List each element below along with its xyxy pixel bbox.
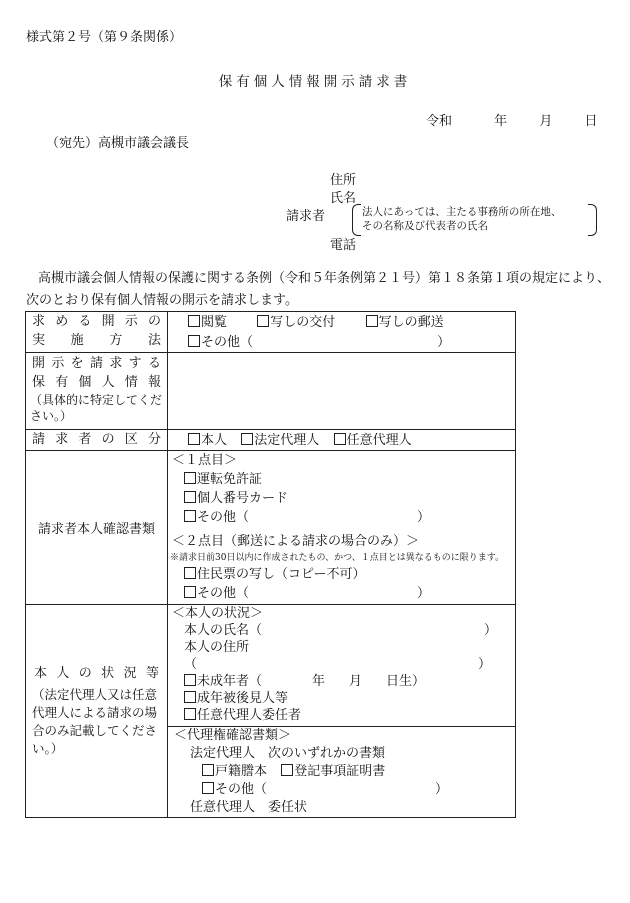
intro-text: 高槻市議会個人情報の保護に関する条例（令和５年条例第２１号）第１８条第１項の規定により、次のとおり保有個人情報の開示を請求します。 — [26, 271, 611, 308]
requester-label: 請求者 — [286, 209, 326, 224]
bracket-left — [352, 204, 361, 236]
method-other-close: ） — [437, 335, 451, 350]
label-status-line: 本 人 の 状 況 等 — [34, 666, 159, 681]
proxy-option-other[interactable]: その他（ ） — [168, 781, 515, 799]
label-info-line2: 保 有 個 人 情 報 — [32, 375, 161, 390]
row-identity-documents — [26, 451, 516, 605]
document-title: 保有個人情報開示請求書 — [218, 74, 412, 90]
identity-option-other2[interactable]: その他（ ） — [168, 584, 515, 603]
category-option-voluntary-proxy[interactable]: 任意代理人 — [334, 433, 412, 448]
identity-group2-note: ※請求日前30日以内に作成されたもの、かつ、１点目とは異なるものに限ります。 — [170, 553, 505, 563]
principal-address-line[interactable]: （ ） — [184, 657, 492, 672]
label-principal-status — [26, 605, 168, 818]
date-month: 月 — [539, 114, 553, 129]
identity-option-mynumber[interactable]: 個人番号カード — [168, 489, 515, 508]
proxy-section-title: ＜代理権確認書類＞ — [174, 728, 292, 743]
checkbox-icon[interactable] — [184, 691, 196, 703]
status-section-title: ＜本人の状況＞ — [172, 606, 264, 621]
checkbox-icon[interactable] — [366, 315, 378, 327]
checkbox-icon[interactable] — [202, 782, 214, 794]
label-identity-documents: 請求者本人確認書類 — [26, 451, 168, 605]
value-identity-documents — [168, 451, 516, 605]
method-option-view[interactable]: 閲覧 — [188, 315, 227, 330]
label-category-line: 請 求 者 の 区 分 — [32, 432, 161, 447]
checkbox-icon[interactable] — [281, 764, 293, 776]
method-option-copy[interactable]: 写しの交付 — [257, 315, 335, 330]
corporation-note-line1: 法人にあっては、主たる事務所の所在地、 — [362, 206, 562, 218]
category-option-self[interactable]: 本人 — [188, 433, 227, 448]
phone-label: 電話 — [330, 238, 357, 253]
checkbox-icon[interactable] — [334, 433, 346, 445]
checkbox-icon[interactable] — [257, 315, 269, 327]
value-personal-info[interactable] — [168, 353, 516, 430]
name-label: 氏名 — [330, 191, 357, 206]
row-principal-status — [26, 605, 516, 818]
identity-option-other1[interactable]: その他（ ） — [168, 508, 515, 527]
status-option-guardian[interactable]: 成年被後見人等 — [168, 690, 515, 707]
label-personal-info — [26, 353, 168, 430]
checkbox-icon[interactable] — [188, 433, 200, 445]
form-number: 様式第２号（第９条関係） — [26, 30, 183, 45]
label-method-line2: 実 施 方 法 — [32, 333, 161, 348]
label-method-line1: 求 め る 開 示 の — [32, 314, 161, 329]
label-status-note: （法定代理人又は任意代理人による請求の場合のみ記載してください。） — [32, 687, 158, 756]
identity-group1-title: ＜１点目＞ — [172, 453, 238, 468]
label-disclosure-method — [26, 312, 168, 353]
date-era: 令和 — [426, 114, 453, 129]
row-requester-category — [26, 430, 516, 451]
checkbox-icon[interactable] — [188, 335, 200, 347]
label-requester-category — [26, 430, 168, 451]
value-disclosure-method — [168, 312, 516, 353]
address-label: 住所 — [330, 173, 357, 188]
value-requester-category — [168, 430, 516, 451]
legal-proxy-line: 法定代理人 次のいずれかの書類 — [190, 746, 386, 761]
category-option-legal-proxy[interactable]: 法定代理人 — [241, 433, 319, 448]
identity-option-license[interactable]: 運転免許証 — [168, 470, 515, 489]
addressee: （宛先）高槻市議会議長 — [46, 136, 190, 151]
checkbox-icon[interactable] — [184, 510, 196, 522]
voluntary-proxy-line: 任意代理人 委任状 — [190, 800, 308, 815]
identity-group2-title: ＜２点目（郵送による請求の場合のみ）＞ — [172, 534, 420, 549]
value-principal-status — [168, 605, 516, 818]
row-personal-info — [26, 353, 516, 430]
date-year: 年 — [494, 114, 508, 129]
corporation-note-line2: その名称及び代表者の氏名 — [362, 220, 488, 232]
status-option-delegator[interactable]: 任意代理人委任者 — [168, 707, 515, 724]
date-line — [426, 110, 597, 129]
principal-address-label: 本人の住所 — [184, 640, 250, 655]
proxy-option-family-register[interactable]: 戸籍謄本 — [202, 764, 267, 779]
checkbox-icon[interactable] — [184, 708, 196, 720]
checkbox-icon[interactable] — [241, 433, 253, 445]
checkbox-icon[interactable] — [202, 764, 214, 776]
proxy-option-registry[interactable]: 登記事項証明書 — [281, 764, 385, 779]
row-disclosure-method — [26, 312, 516, 353]
checkbox-icon[interactable] — [184, 674, 196, 686]
method-option-mail[interactable]: 写しの郵送 — [366, 315, 444, 330]
checkbox-icon[interactable] — [188, 315, 200, 327]
checkbox-icon[interactable] — [184, 586, 196, 598]
bracket-right — [588, 204, 597, 236]
date-day: 日 — [584, 114, 598, 129]
status-option-minor[interactable]: 未成年者（ 年 月 日生） — [168, 673, 515, 690]
checkbox-icon[interactable] — [184, 567, 196, 579]
request-form-table — [25, 311, 516, 818]
corporation-note — [362, 205, 561, 233]
label-info-line1: 開 示 を 請 求 す る — [32, 356, 161, 371]
method-option-other[interactable]: その他（ — [188, 335, 253, 350]
identity-option-residence[interactable]: 住民票の写し（コピー不可） — [168, 565, 515, 584]
label-info-note: （具体的に特定してください。） — [30, 393, 163, 423]
principal-name-line[interactable]: 本人の氏名（ ） — [184, 623, 498, 638]
checkbox-icon[interactable] — [184, 472, 196, 484]
checkbox-icon[interactable] — [184, 491, 196, 503]
